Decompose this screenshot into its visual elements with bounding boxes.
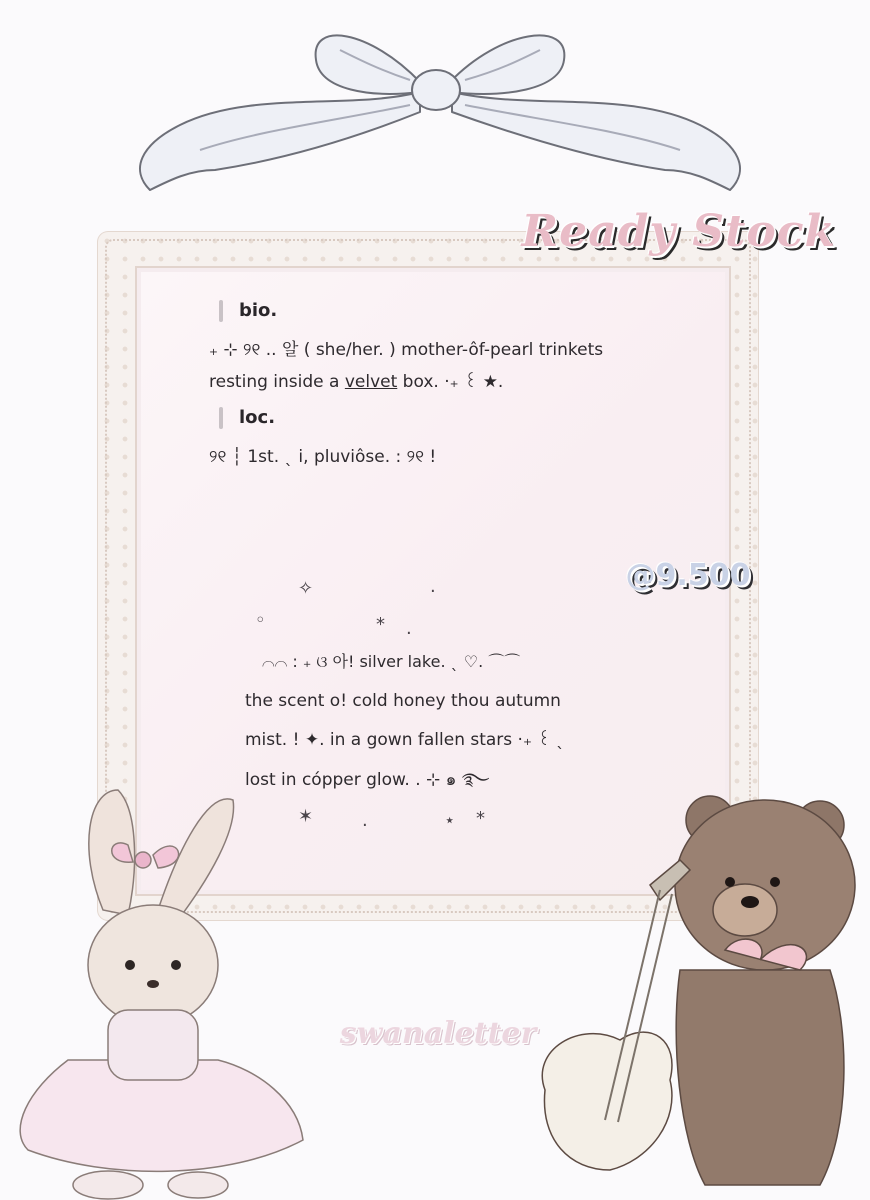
poem-line-1: ⌒⌒ : ₊ ଓ 아! silver lake. ˎ ♡. ⌒⌒ — [262, 652, 521, 671]
asterisk-deco: * — [376, 614, 385, 635]
small-star-deco: ⋆ — [444, 810, 456, 831]
ribbon-bow-decoration — [120, 20, 760, 210]
poem-line-4: lost in cópper glow. . ⊹ ๑ ࿐ — [245, 770, 490, 790]
watermark: swanaletter — [339, 1016, 537, 1051]
dot-deco-3: . — [362, 810, 368, 831]
sparkle-deco: ✧ — [298, 578, 314, 599]
dot-deco-2: . — [406, 618, 412, 639]
poem-line-2: the scent o! cold honey thou autumn — [245, 691, 561, 711]
ready-stock-title: Ready Stock — [521, 206, 836, 257]
asterisk-deco-2: * — [476, 808, 485, 829]
loc-heading-bar — [219, 407, 223, 429]
loc-line-1: ୨୧ ┆ 1st. ˎ i, pluviôse. : ୨୧ ! — [209, 447, 437, 467]
bio-line-2: resting inside a velvet box. ·₊ ꒰ ★. — [209, 372, 504, 392]
velvet-underlined: velvet — [344, 372, 398, 392]
bio-heading: bio. — [239, 300, 278, 321]
loc-heading: loc. — [239, 407, 276, 428]
dot-deco: . — [430, 576, 436, 597]
price-tag: @9.500 — [625, 558, 751, 593]
bio-line-1: ₊ ⊹ ୨୧ .. 알 ( she/her. ) mother-ôf-pearl trinkets — [209, 340, 604, 360]
circle-deco: ◦ — [255, 610, 266, 631]
star-deco: ✶ — [298, 806, 314, 827]
poem-line-3: mist. ! ✦. in a gown fallen stars ·₊ ꒰ ˎ — [245, 730, 565, 750]
bio-heading-bar — [219, 300, 223, 322]
teddy-bear-violin-illustration — [530, 790, 870, 1200]
bunny-ballerina-illustration — [8, 770, 308, 1200]
